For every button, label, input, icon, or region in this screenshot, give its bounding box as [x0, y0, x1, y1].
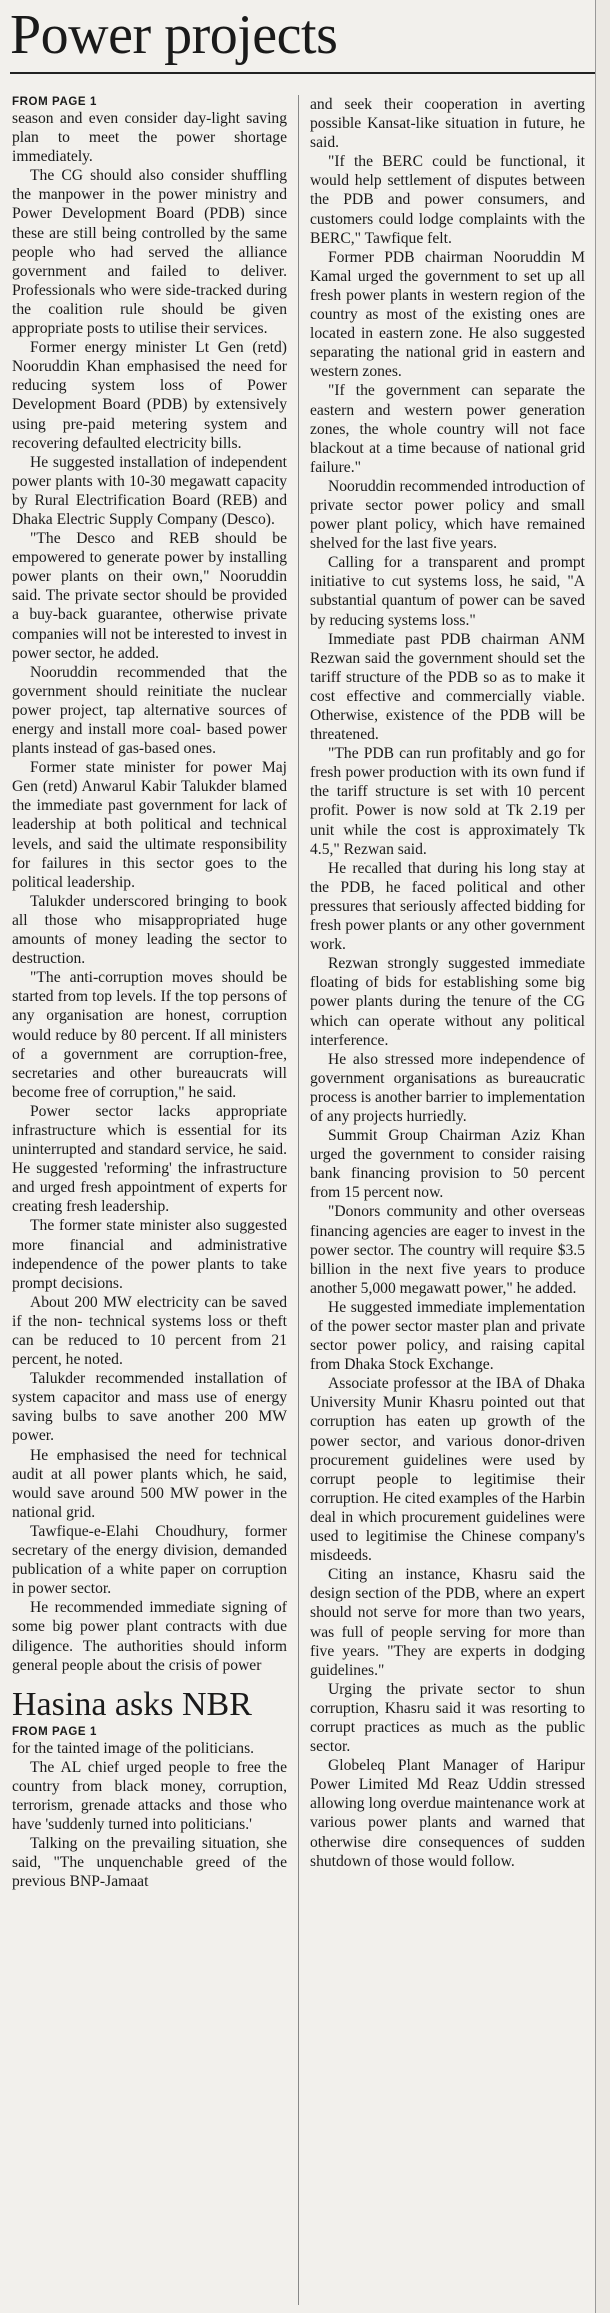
paragraph: Citing an instance, Khasru said the design section of the PDB, where an expert should not serve for more than two years, was full of people serving for more than five years. "They are experts in dodging guidelines." — [310, 1566, 585, 1679]
paragraph: Former energy minister Lt Gen (retd) Nooruddin Khan emphasised the need for reducing system loss of Power Development Board (PDB) by extensively using pre-paid metering system and recovering defaulted electricity bills. — [12, 339, 287, 452]
paragraph: The former state minister also suggested more financial and administrative independence of the power plants to take prompt decisions. — [12, 1217, 287, 1292]
paragraph: He also stressed more independence of government organisations as bureaucratic process is another barrier to implementation of any projects hurriedly. — [310, 1050, 585, 1125]
paragraph: Summit Group Chairman Aziz Khan urged the government to consider raising bank financing provision to 50 percent from 15 percent now. — [310, 1127, 585, 1202]
column-divider — [298, 95, 299, 2305]
adjacent-page-edge — [595, 0, 610, 2313]
page-title: Power projects — [10, 4, 338, 66]
right-column — [310, 95, 585, 1871]
paragraph: Calling for a transparent and prompt initiative to cut systems loss, he said, "A substantial quantum of power can be saved by reducing systems loss." — [310, 554, 585, 629]
story-kicker: FROM PAGE 1 — [12, 96, 97, 108]
paragraph: About 200 MW electricity can be saved if the non- technical systems loss or theft can be reduced to 10 percent from 21 percent, he noted. — [12, 1293, 287, 1369]
paragraph: Immediate past PDB chairman ANM Rezwan said the government should set the tariff structure of the PDB so as to make it cost effective and commercially viable. Otherwise, existence of the PDB will be threatened. — [310, 630, 585, 744]
paragraph: "If the BERC could be functional, it would help settlement of disputes between the PDB and power consumers, and customers could lodge complaints with the BERC," Tawfique felt. — [310, 153, 585, 247]
paragraph: Globeleq Plant Manager of Haripur Power Limited Md Reaz Uddin stressed allowing long overdue maintenance work at various power plants and warned that otherwise dire consequences of sudden shutdown of those would follow. — [310, 1757, 585, 1870]
paragraph: He recalled that during his long stay at the PDB, he faced political and other pressures that seriously affected bidding for fresh power plants or any other government work. — [310, 859, 585, 954]
paragraph: Power sector lacks appropriate infrastructure which is essential for its uninterrupted and standard service, he said. He suggested 'reforming' the infrastructure and urged fresh appointment of experts for creating fresh leadership. — [12, 1102, 287, 1216]
paragraph: and seek their cooperation in averting possible Kansat-like situation in future, he said. — [310, 96, 585, 152]
paragraph: season and even consider day-light saving plan to meet the power shortage immediately. — [12, 110, 287, 166]
left-column — [12, 95, 287, 1891]
paragraph: He recommended immediate signing of some big power plant contracts with due diligence. The authorities should inform general people about the crisis of power — [12, 1599, 287, 1674]
paragraph: for the tainted image of the politicians. — [12, 1739, 255, 1757]
paragraph: "The Desco and REB should be empowered to generate power by installing power plants on their own," Nooruddin said. The private sector should be provided a buy-back guarantee, otherwise private companies will not be interested to invest in power sector, he added. — [12, 530, 287, 662]
paragraph: Urging the private sector to shun corruption, Khasru said it was resorting to corrupt practices as much as the public sector. — [310, 1680, 585, 1756]
paragraph: He suggested immediate implementation of the power sector master plan and private sector power policy, and raising capital from Dhaka Stock Exchange. — [310, 1298, 585, 1374]
paragraph: Former state minister for power Maj Gen (retd) Anwarul Kabir Talukder blamed the immediate past government for lack of leadership at both political and technical levels, and said the ultimate responsibility for failures in this sector goes to the political leadership. — [12, 759, 287, 891]
second-story-body — [12, 1739, 287, 1892]
paragraph: "If the government can separate the eastern and western power generation zones, the whole country will not face blackout at a time because of national grid failure." — [310, 382, 585, 476]
paragraph: He suggested installation of independent power plants with 10-30 megawatt capacity by Rural Electrification Board (REB) and Dhaka Electric Supply Company (Desco). — [12, 453, 287, 528]
paragraph: He emphasised the need for technical audit at all power plants which, he said, would save around 500 MW power in the national grid. — [12, 1446, 287, 1521]
paragraph: "The PDB can run profitably and go for fresh power production with its own fund if the tariff structure is set with 10 percent profit. Power is now sold at Tk 2.19 per unit while the cost is approximately Tk 4.5," Rezwan said. — [310, 745, 585, 858]
paragraph: Nooruddin recommended that the government should reinitiate the nuclear power project, tap alternative sources of energy and install more coal- based power plants instead of gas-based ones. — [12, 663, 287, 758]
paragraph: Talukder recommended installation of system capacitor and mass use of energy saving bulbs to save another 200 MW power. — [12, 1370, 287, 1445]
paragraph: Tawfique-e-Elahi Choudhury, former secretary of the energy division, demanded publication of a white paper on corruption in power sector. — [12, 1522, 287, 1598]
second-story — [12, 1685, 287, 1892]
paragraph: Nooruddin recommended introduction of private sector power policy and small power plant policy, which have remained shelved for the last five years. — [310, 477, 585, 553]
headline-rule — [10, 72, 595, 74]
paragraph: Former PDB chairman Nooruddin M Kamal urged the government to set up all fresh power plants in western region of the country as most of the existing ones are located in eastern zone. He also suggested separating the national grid in eastern and western zones. — [310, 248, 585, 381]
paragraph: The AL chief urged people to free the country from black money, corruption, terrorism, grenade attacks and those who have 'suddenly turned into politicians.' — [12, 1758, 287, 1834]
story-body-left — [12, 109, 287, 1675]
second-story-kicker: FROM PAGE 1 — [12, 1725, 97, 1738]
paragraph: The CG should also consider shuffling the manpower in the power ministry and Power Development Board (PDB) since these are still being controlled by the same people who had served the alliance government and failed to deliver. Professionals who were side-tracked during the coalition rule should be given appropriate posts to utilise their services. — [12, 167, 287, 338]
paragraph: "Donors community and other overseas financing agencies are eager to invest in the power sector. The country will require $3.5 billion in the next five years to produce another 5,000 megawatt power," he added. — [310, 1203, 585, 1297]
paragraph: "The anti-corruption moves should be started from top levels. If the top persons of any organisation are honest, corruption would reduce by 80 percent. If all ministers of a government are corruption-free, secretaries and other bureaucrats will become free of corruption," he said. — [12, 969, 287, 1101]
paragraph: Rezwan strongly suggested immediate floating of bids for establishing some big power plants during the tenure of the CG which can operate without any political interference. — [310, 955, 585, 1049]
paragraph: Talukder underscored bringing to book all those who misappropriated huge amounts of money leading the sector to destruction. — [12, 892, 287, 968]
story-body-right — [310, 95, 585, 1871]
paragraph: Associate professor at the IBA of Dhaka University Munir Khasru pointed out that corruption has eaten up growth of the power sector, and various donor-driven procurement guidelines were used by corrupt people to legitimise their corruption. He cited examples of the Harbin deal in which procurement guidelines were used to legitimise the Chinese company's misdeeds. — [310, 1375, 585, 1565]
second-story-headline: Hasina asks NBR — [12, 1685, 252, 1723]
paragraph: Talking on the prevailing situation, she said, "The unquenchable greed of the previous BNP-Jamaat — [12, 1835, 287, 1891]
